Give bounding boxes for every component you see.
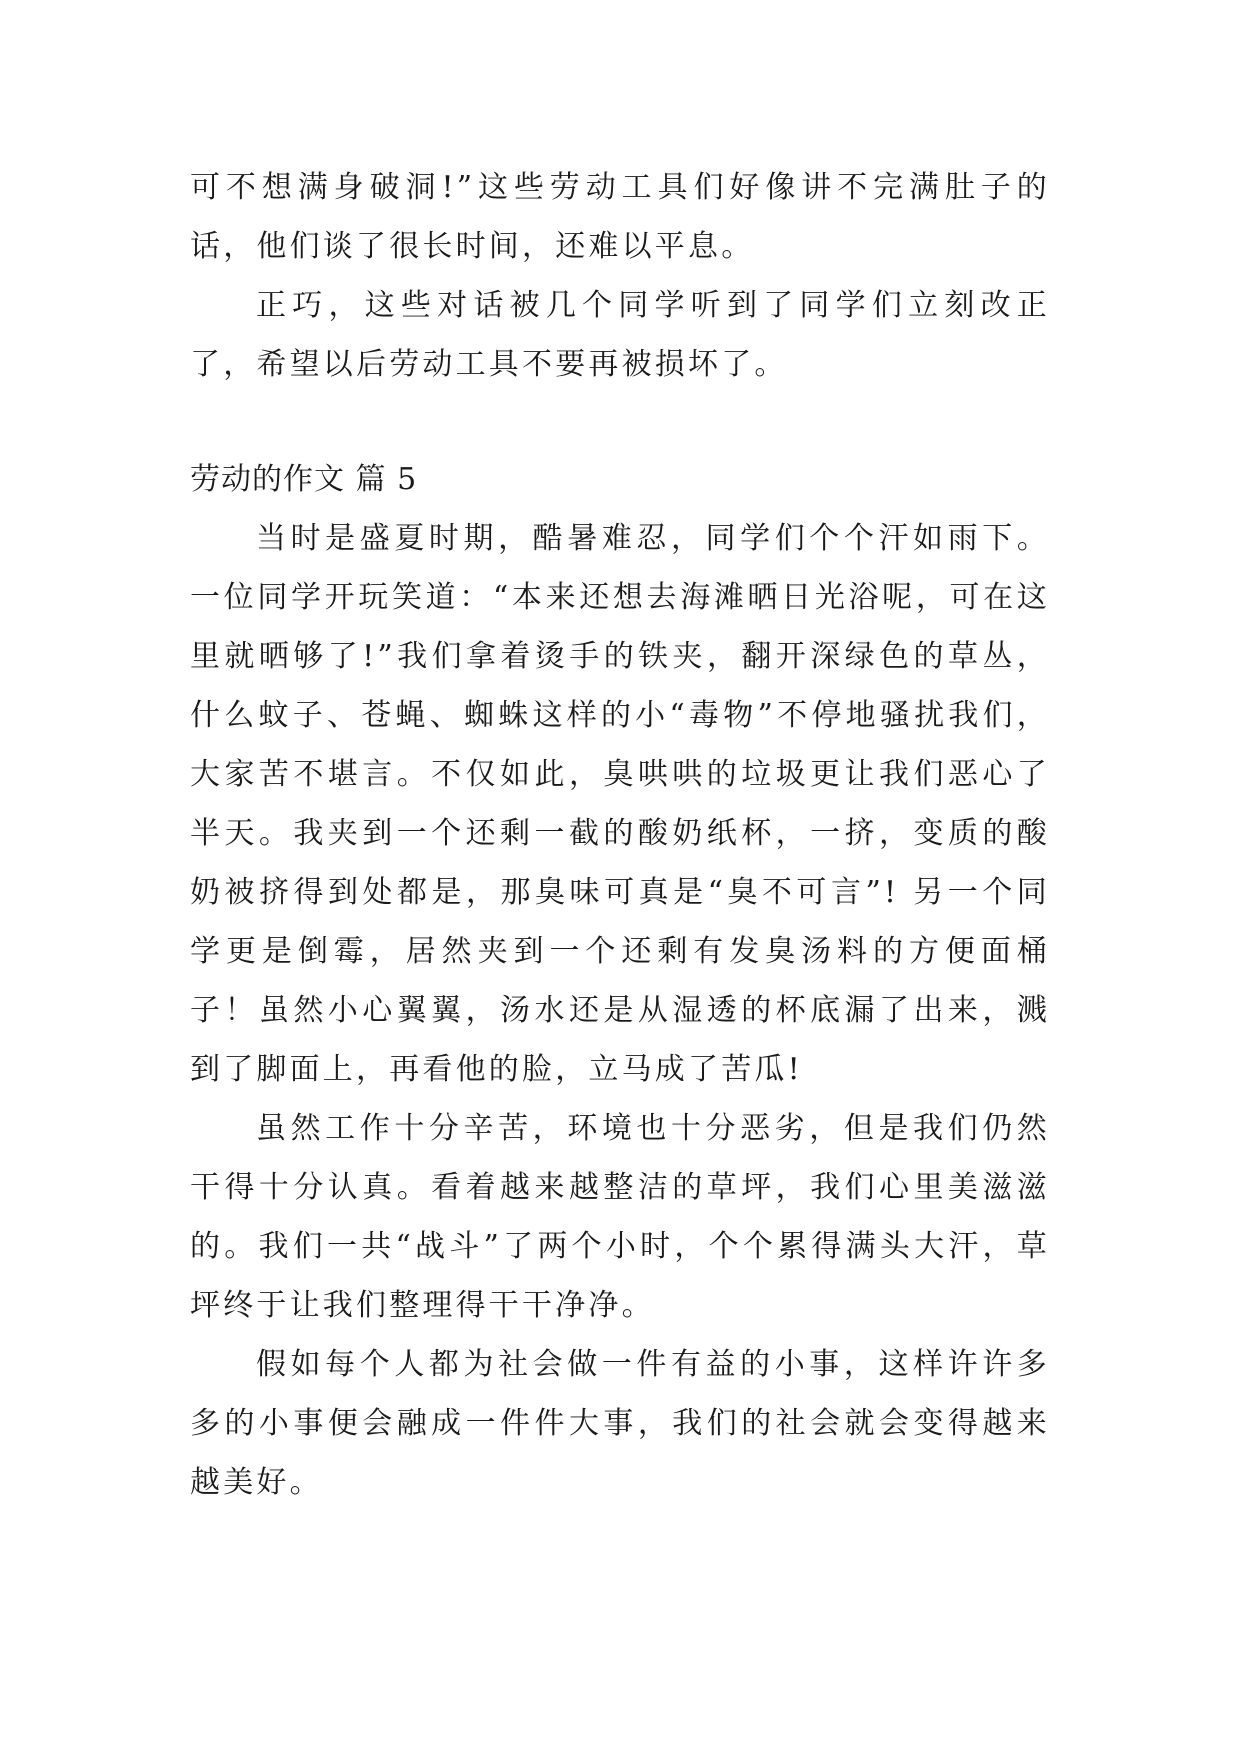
paragraph: 当时是盛夏时期，酷暑难忍，同学们个个汗如雨下。一位同学开玩笑道：“本来还想去海滩晒日光浴呢，可在这里就晒够了!”我们拿着烫手的铁夹，翻开深绿色的草丛，什么蚊子、苍蝇、蜘蛛这样的小“毒物”不停地骚扰我们，大家苦不堪言。不仅如此，臭哄哄的垃圾更让我们恶心了半天。我夹到一个还剩一截的酸奶纸杯，一挤，变质的酸奶被挤得到处都是，那臭味可真是“臭不可言”! 另一个同学更是倒霉，居然夹到一个还剩有发臭汤料的方便面桶子！虽然小心翼翼，汤水还是从湿透的杯底漏了出来，溅到了脚面上，再看他的脸，立马成了苦瓜! (190, 521, 1050, 1087)
paragraph: 虽然工作十分辛苦，环境也十分恶劣，但是我们仍然干得十分认真。看着越来越整洁的草坪，我们心里美滋滋的。我们一共“战斗”了两个小时，个个累得满头大汗，草坪终于让我们整理得干干净净。 (190, 1111, 1050, 1323)
paragraph-continuation: 可不想满身破洞!”这些劳动工具们好像讲不完满肚子的话，他们谈了很长时间，还难以平息。 (190, 170, 1050, 264)
paragraph: 假如每个人都为社会做一件有益的小事，这样许许多多的小事便会融成一件件大事，我们的社会就会变得越来越美好。 (190, 1347, 1050, 1500)
document-body (190, 158, 1050, 1512)
paragraph: 正巧，这些对话被几个同学听到了同学们立刻改正了，希望以后劳动工具不要再被损坏了。 (190, 288, 1050, 382)
section-spacer (190, 394, 1050, 450)
section-title: 劳动的作文 篇 5 (190, 462, 418, 497)
